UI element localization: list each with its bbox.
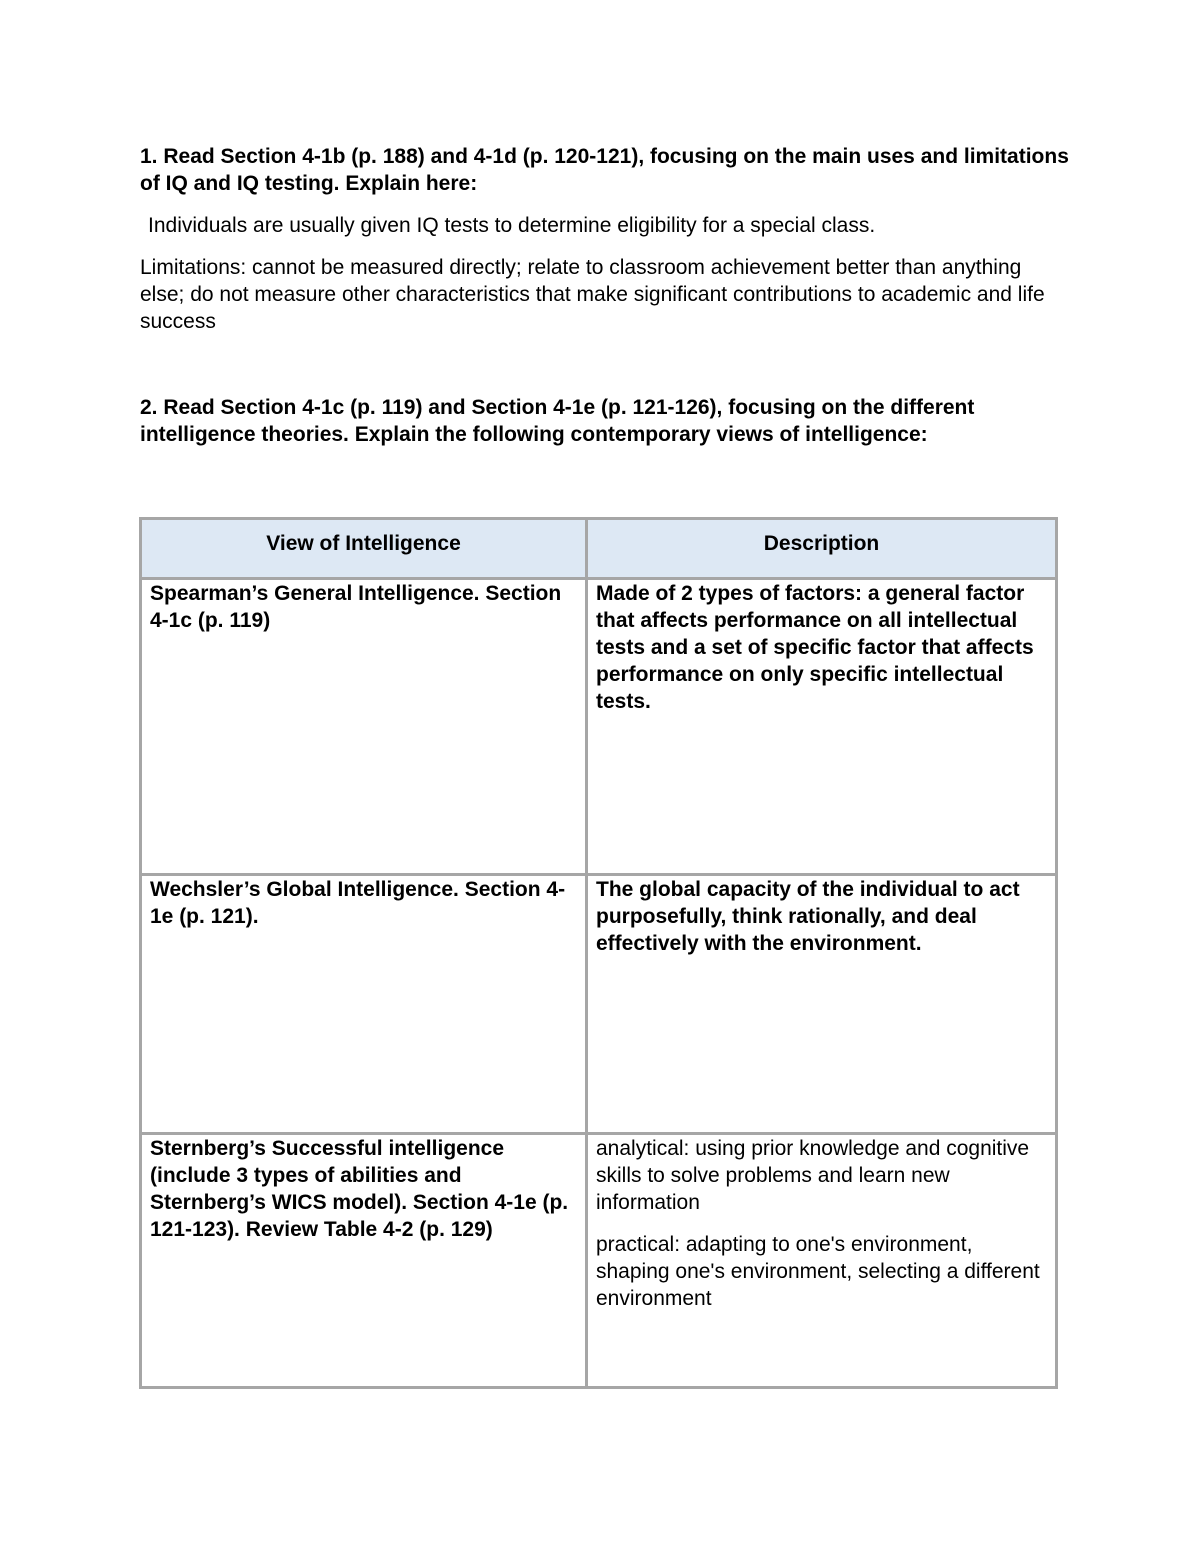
table-row bbox=[141, 579, 1057, 875]
view-cell-wechsler: Wechsler’s Global Intelligence. Section 4-1e (p. 121). bbox=[141, 875, 587, 1134]
header-view-of-intelligence: View of Intelligence bbox=[141, 519, 587, 579]
intelligence-views-table bbox=[139, 517, 1058, 1389]
view-cell-sternberg: Sternberg’s Successful intelligence (include 3 types of abilities and Sternberg’s WICS model). Section 4-1e (p. 121-123). Review Table 4-2 (p. 129) bbox=[141, 1134, 587, 1388]
question-1-answer-limitations: Limitations: cannot be measured directly; relate to classroom achievement better than anything else; do not measure other characteristics that make significant contributions to academic and life success bbox=[140, 256, 1045, 333]
view-cell-spearman: Spearman’s General Intelligence. Section 4-1c (p. 119) bbox=[141, 579, 587, 875]
question-1-answer-uses: Individuals are usually given IQ tests to determine eligibility for a special class. bbox=[148, 214, 876, 237]
description-practical: practical: adapting to one's environment, shaping one's environment, selecting a different environment bbox=[596, 1233, 1040, 1310]
table-header-row bbox=[141, 519, 1057, 579]
table-row bbox=[141, 1134, 1057, 1388]
header-description: Description bbox=[587, 519, 1057, 579]
description-cell-sternberg bbox=[587, 1134, 1057, 1388]
question-2-prompt: 2. Read Section 4-1c (p. 119) and Section 4-1e (p. 121-126), focusing on the different intelligence theories. Explain the following contemporary views of intelligence: bbox=[140, 396, 975, 446]
description-cell-wechsler: The global capacity of the individual to act purposefully, think rationally, and deal effectively with the environment. bbox=[587, 875, 1057, 1134]
table-row bbox=[141, 875, 1057, 1134]
description-cell-spearman: Made of 2 types of factors: a general factor that affects performance on all intellectual tests and a set of specific factor that affects performance on only specific intellectual tests. bbox=[587, 579, 1057, 875]
description-analytical: analytical: using prior knowledge and cognitive skills to solve problems and learn new information bbox=[596, 1137, 1030, 1214]
question-1-prompt: 1. Read Section 4-1b (p. 188) and 4-1d (p. 120-121), focusing on the main uses and limitations of IQ and IQ testing. Explain here: bbox=[140, 145, 1069, 195]
